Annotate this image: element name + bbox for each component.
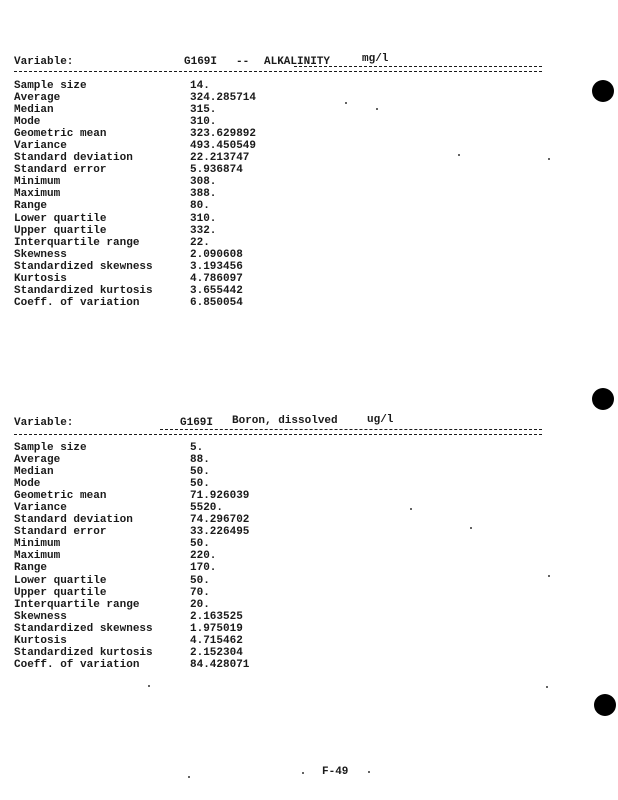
stat-value: 310. [190, 116, 217, 129]
stat-row [14, 92, 314, 104]
header-divider [14, 434, 542, 435]
stat-value: 5520. [190, 502, 224, 515]
scan-speck [458, 154, 460, 156]
stat-label: Minimum [14, 176, 61, 189]
stat-label: Interquartile range [14, 236, 140, 249]
section-header-alkalinity [14, 53, 544, 70]
scan-speck [548, 575, 550, 577]
header-dashes: -- [236, 56, 250, 68]
scan-speck [345, 102, 347, 104]
stat-label: Skewness [14, 610, 67, 623]
stat-row [14, 575, 314, 587]
stat-value: 74.296702 [190, 514, 250, 527]
stat-row [14, 647, 314, 659]
stats-table-boron [14, 442, 314, 671]
stat-label: Range [14, 562, 48, 575]
stat-value: 88. [190, 454, 210, 467]
stat-value: 50. [190, 466, 210, 479]
stat-value: 22. [190, 236, 210, 249]
stat-value: 4.715462 [190, 634, 243, 647]
scan-speck [548, 158, 550, 160]
stat-label: Lower quartile [14, 212, 107, 225]
scan-speck [148, 685, 150, 687]
stat-row [14, 140, 314, 152]
stat-label: Minimum [14, 538, 61, 551]
stat-row [14, 261, 314, 273]
parameter-name: Boron, dissolved [232, 415, 338, 427]
stat-label: Median [14, 104, 54, 117]
stat-label: Coeff. of variation [14, 658, 140, 671]
stat-row [14, 285, 314, 297]
stat-value: 3.655442 [190, 284, 243, 297]
stat-row [14, 550, 314, 562]
stat-value: 332. [190, 224, 217, 237]
stat-label: Mode [14, 116, 41, 129]
stat-row [14, 587, 314, 599]
stat-label: Kurtosis [14, 634, 67, 647]
stat-value: 4.786097 [190, 272, 243, 285]
punch-hole [594, 694, 616, 716]
stat-value: 80. [190, 200, 210, 213]
stat-row [14, 454, 314, 466]
stat-value: 2.090608 [190, 248, 243, 261]
stat-label: Variance [14, 502, 67, 515]
stat-row [14, 562, 314, 574]
stat-label: Variance [14, 140, 67, 153]
stat-label: Standardized skewness [14, 260, 153, 273]
stat-label: Standard error [14, 164, 107, 177]
stat-value: 310. [190, 212, 217, 225]
parameter-unit: mg/l [362, 53, 389, 65]
stat-label: Maximum [14, 550, 61, 563]
stat-label: Coeff. of variation [14, 296, 140, 309]
stat-label: Geometric mean [14, 490, 107, 503]
scan-speck [188, 776, 190, 778]
stat-row [14, 502, 314, 514]
stat-label: Geometric mean [14, 128, 107, 141]
stat-row [14, 490, 314, 502]
stat-row [14, 104, 314, 116]
stat-value: 20. [190, 598, 210, 611]
stat-value: 50. [190, 478, 210, 491]
stat-value: 2.163525 [190, 610, 243, 623]
punch-hole [592, 388, 614, 410]
stat-row [14, 200, 314, 212]
stat-row [14, 514, 314, 526]
stat-label: Average [14, 92, 61, 105]
stat-value: 324.285714 [190, 92, 257, 105]
stat-row [14, 116, 314, 128]
stat-value: 84.428071 [190, 658, 250, 671]
stat-label: Sample size [14, 442, 87, 454]
stat-row [14, 466, 314, 478]
header-divider-secondary [294, 66, 542, 67]
stat-row [14, 478, 314, 490]
stat-row [14, 152, 314, 164]
stat-row [14, 273, 314, 285]
stat-value: 14. [190, 80, 210, 92]
stat-value: 71.926039 [190, 490, 250, 503]
scan-speck [410, 508, 412, 510]
stat-row [14, 80, 314, 92]
stat-value: 6.850054 [190, 296, 243, 309]
page-number: F-49 [322, 766, 349, 778]
stat-label: Standardized skewness [14, 622, 153, 635]
stat-label: Standard deviation [14, 152, 133, 165]
stat-row [14, 442, 314, 454]
stat-value: 5.936874 [190, 164, 243, 177]
stat-label: Standardized kurtosis [14, 646, 153, 659]
header-divider [14, 71, 542, 72]
stat-value: 2.152304 [190, 646, 243, 659]
stat-value: 50. [190, 538, 210, 551]
stat-row [14, 176, 314, 188]
stat-label: Standard deviation [14, 514, 133, 527]
header-divider-secondary [160, 429, 542, 430]
stat-value: 22.213747 [190, 152, 250, 165]
stat-row [14, 249, 314, 261]
stat-value: 323.629892 [190, 128, 257, 141]
scan-speck [376, 108, 378, 110]
stat-label: Maximum [14, 188, 61, 201]
station-id: G169I [184, 56, 218, 68]
stat-label: Range [14, 200, 48, 213]
stat-value: 388. [190, 188, 217, 201]
variable-label: Variable: [14, 417, 74, 429]
stat-row [14, 128, 314, 140]
stat-row [14, 538, 314, 550]
stat-value: 33.226495 [190, 526, 250, 539]
stat-row [14, 623, 314, 635]
stat-value: 70. [190, 586, 210, 599]
stat-row [14, 526, 314, 538]
scan-speck [546, 686, 548, 688]
station-id: G169I [180, 417, 214, 429]
stat-row [14, 164, 314, 176]
stat-value: 5. [190, 442, 204, 454]
stat-value: 220. [190, 550, 217, 563]
stat-label: Mode [14, 478, 41, 491]
stat-label: Median [14, 466, 54, 479]
stat-row [14, 237, 314, 249]
stat-value: 50. [190, 574, 210, 587]
stat-label: Average [14, 454, 61, 467]
stat-row [14, 599, 314, 611]
stat-row [14, 297, 314, 309]
stat-row [14, 659, 314, 671]
scan-speck [368, 771, 370, 773]
parameter-name: ALKALINITY [264, 56, 331, 68]
stat-value: 308. [190, 176, 217, 189]
stat-label: Sample size [14, 80, 87, 92]
stat-value: 170. [190, 562, 217, 575]
stat-row [14, 188, 314, 200]
stat-label: Standard error [14, 526, 107, 539]
variable-label: Variable: [14, 56, 74, 68]
stat-label: Interquartile range [14, 598, 140, 611]
stat-row [14, 635, 314, 647]
stat-value: 493.450549 [190, 140, 257, 153]
stat-label: Upper quartile [14, 224, 107, 237]
stat-label: Skewness [14, 248, 67, 261]
stat-value: 3.193456 [190, 260, 243, 273]
stat-label: Standardized kurtosis [14, 284, 153, 297]
stat-row [14, 213, 314, 225]
stats-table-alkalinity [14, 80, 314, 309]
stat-value: 315. [190, 104, 217, 117]
scan-speck [470, 527, 472, 529]
stat-row [14, 225, 314, 237]
stat-row [14, 611, 314, 623]
stat-label: Upper quartile [14, 586, 107, 599]
scan-speck [302, 772, 304, 774]
parameter-unit: ug/l [367, 414, 394, 426]
stat-value: 1.975019 [190, 622, 243, 635]
stat-label: Kurtosis [14, 272, 67, 285]
stat-label: Lower quartile [14, 574, 107, 587]
punch-hole [592, 80, 614, 102]
